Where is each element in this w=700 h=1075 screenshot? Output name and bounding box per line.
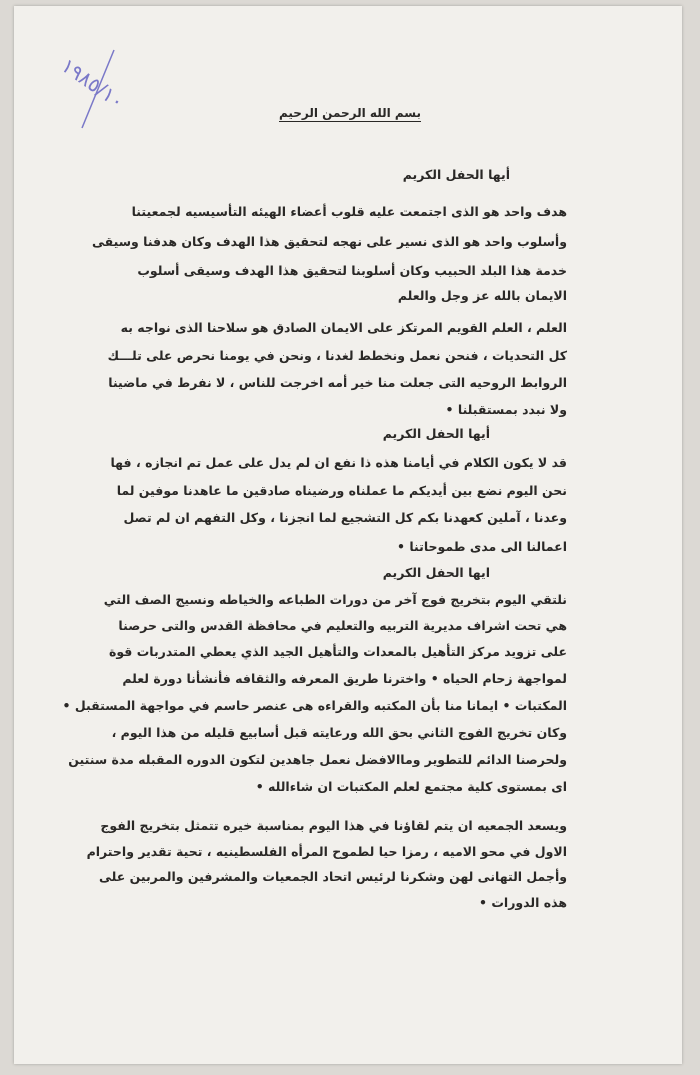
text-line: وعدنا ، آملين كعهدنا بكم كل التشجيع لما انجزنا ، وكل التفهم ان لم تصل (123, 510, 567, 525)
text-line: وكان تخريج الفوج الثاني بحق الله ورعايته قبل أسابيع قليله من هذا اليوم ، (111, 725, 567, 740)
text-line: لمواجهة زحام الحياه • واخترنا طريق المعرفه والثقافه فأنشأنا دورة لعلم (122, 671, 567, 686)
handwritten-note (54, 36, 164, 156)
text-line: هذه الدورات • (479, 895, 567, 910)
text-line: هي تحت اشراف مديرية التربيه والتعليم في محافظة القدس والتى حرصنا (118, 618, 567, 633)
text-line: وأسلوب واحد هو الذى نسير على نهجه لتحقيق هذا الهدف وكان هدفنا وسيقى (91, 234, 567, 249)
svg-text:١٩٨٥/١٠: ١٩٨٥/١٠ (56, 53, 129, 114)
salutation-heading: أيها الحفل الكريم (382, 426, 490, 441)
text-line: اعمالنا الى مدى طموحاتنا • (396, 539, 567, 554)
salutation-heading: أيها الحفل الكريم (402, 167, 510, 182)
text-line: الايمان بالله عز وجل والعلم (397, 288, 567, 303)
text-line: ولا نبدد بمستقبلنا • (445, 402, 567, 417)
text-line: ولحرصنا الدائم للتطوير وماالافضل نعمل جاهدين لتكون الدوره المقبله مدة سنتين (68, 752, 567, 767)
text-line: اى بمستوى كلية مجتمع لعلم المكتبات ان شاءالله • (255, 779, 567, 794)
text-line: نلتقي اليوم بتخريج فوج آخر من دورات الطباعه والخياطه ونسيج الصف التي (103, 592, 567, 607)
text-line: على تزويد مركز التأهيل بالمعدات والتأهيل الجيد الذي يعطي المتدربات قوة (108, 644, 567, 659)
text-line: هدف واحد هو الذى اجتمعت عليه قلوب أعضاء الهيئه التأسيسيه لجمعيتنا (131, 204, 567, 219)
text-line: كل التحديات ، فنحن نعمل ونخطط لغدنا ، ونحن في يومنا نحرص على تلـــك (107, 348, 567, 363)
text-line: نحن اليوم نضع بين أيديكم ما عملناه ورضيناه صادقين ما عاهدنا موفين لما (116, 483, 567, 498)
salutation-heading: ايها الحفل الكريم (382, 565, 490, 580)
text-line: خدمة هذا البلد الحبيب وكان أسلوبنا لتحقيق هذا الهدف وسيقى أسلوب (137, 263, 567, 278)
text-line: وأجمل التهانى لهن وشكرنا لرئيس اتحاد الجمعيات والمشرفين والمربين على (98, 869, 567, 884)
text-line: الروابط الروحيه التى جعلت منا خير أمه اخرجت للناس ، لا نفرط في ماضينا (108, 375, 567, 390)
text-line: الاول في محو الاميه ، رمزا حيا لطموح المرأه الفلسطينيه ، تحية تقدير واحترام (86, 844, 567, 859)
text-line: المكتبات • ايمانا منا بأن المكتبه والقراءه هى عنصر حاسم في مواجهة المستقبل • (62, 698, 567, 713)
text-line: العلم ، العلم القويم المرتكز على الايمان الصادق هو سلاحنا الذى نواجه به (120, 320, 567, 335)
text-line: ويسعد الجمعيه ان يتم لقاؤنا في هذا اليوم بمناسبة خيره تتمثل بتخريج الفوج (100, 818, 567, 833)
text-line: قد لا يكون الكلام في أيامنا هذه ذا نفع ان لم يدل على عمل تم انجازه ، فها (110, 455, 567, 470)
document-title: بسم الله الرحمن الرحيم (278, 106, 422, 120)
